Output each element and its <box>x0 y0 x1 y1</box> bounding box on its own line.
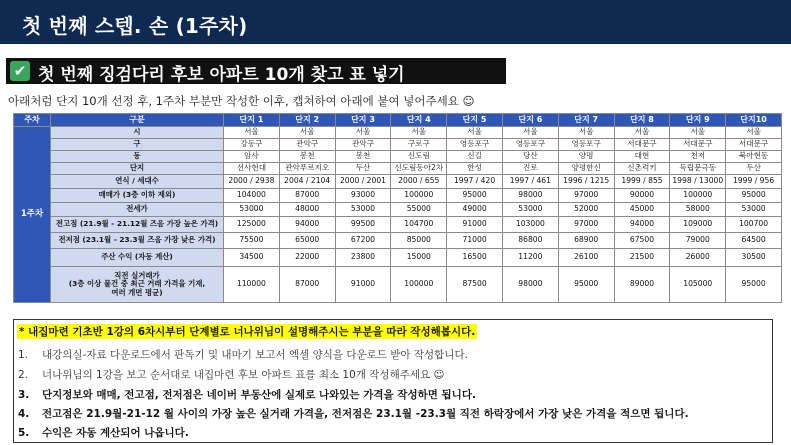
table-row <box>14 267 782 303</box>
table-cell: 95000 <box>558 267 614 303</box>
table-header-row <box>14 114 782 127</box>
table-cell: 26000 <box>670 249 726 267</box>
row-label: 직전 실거래가 (3층 이상 물건 중 최근 거래 가격을 기재, 여러 개면 평균) <box>51 267 224 303</box>
table-cell: 봉천 <box>279 151 335 163</box>
table-cell: 서울 <box>279 127 335 139</box>
table-cell: 58000 <box>670 203 726 217</box>
table-cell: 91000 <box>447 217 503 233</box>
table-cell: 53000 <box>335 203 391 217</box>
instructions-box <box>13 319 773 443</box>
table-cell: 104700 <box>391 217 447 233</box>
table-cell: 125000 <box>224 217 280 233</box>
table-cell: 진로 <box>502 163 558 175</box>
table-row <box>14 127 782 139</box>
table-cell: 87500 <box>447 267 503 303</box>
intro-text: 아래처럼 단지 10개 선정 후, 1주차 부분만 작성한 이후, 캡쳐하여 아래에 붙여 넣어주세요 ☺ <box>8 94 475 108</box>
table-cell: 서울 <box>224 127 280 139</box>
table-cell: 65000 <box>279 233 335 249</box>
table-cell: 100700 <box>726 217 782 233</box>
table-cell: 강동구 <box>224 139 280 151</box>
table-cell: 15000 <box>391 249 447 267</box>
table-cell: 85000 <box>391 233 447 249</box>
table-cell: 선사현대 <box>224 163 280 175</box>
table-cell: 67200 <box>335 233 391 249</box>
table-cell: 북아현동 <box>726 151 782 163</box>
table-cell: 30500 <box>726 249 782 267</box>
row-label: 단지 <box>51 163 224 175</box>
table-cell: 1996 / 1215 <box>558 175 614 189</box>
table-cell: 68900 <box>558 233 614 249</box>
table-cell: 89000 <box>614 267 670 303</box>
table-cell: 104000 <box>224 189 280 203</box>
note-item: 1. 내강의실-자료 다운로드에서 판독기 및 내마기 보고서 엑셀 양식을 다운로드 받아 작성합니다. <box>18 349 468 361</box>
table-cell: 1999 / 956 <box>726 175 782 189</box>
apartment-table <box>13 113 782 303</box>
header-complex-1: 단지 1 <box>224 114 280 127</box>
table-cell: 16500 <box>447 249 503 267</box>
table-cell: 45000 <box>614 203 670 217</box>
header-week: 주차 <box>14 114 51 127</box>
table-cell: 64500 <box>726 233 782 249</box>
table-cell: 천저 <box>670 151 726 163</box>
table-cell: 100000 <box>670 189 726 203</box>
table-cell: 87000 <box>279 189 335 203</box>
table-cell: 신촌럭키 <box>614 163 670 175</box>
table-cell: 105000 <box>670 267 726 303</box>
page-title: 첫 번째 스텝. 손 (1주차) <box>22 14 248 38</box>
table-cell: 서울 <box>335 127 391 139</box>
note-item: 4. 전고점은 21.9월-21-12 월 사이의 가장 높은 실거래 가격을, 전저점은 23.1월 -23.3월 직전 하락장에서 가장 낮은 가격을 적으면 됩니다. <box>18 408 689 420</box>
table-cell: 67500 <box>614 233 670 249</box>
highlight-note: * 내집마련 기초반 1강의 6차시부터 단계별로 너나위님이 설명해주시는 부분을 따라 작성해봅시다. <box>19 326 476 338</box>
row-label: 전고점 (21.9월 - 21.12월 즈음 가장 높은 가격) <box>51 217 224 233</box>
table-cell: 1997 / 420 <box>447 175 503 189</box>
section-title-bar <box>6 58 506 84</box>
header-complex-6: 단지 6 <box>502 114 558 127</box>
table-cell: 1997 / 461 <box>502 175 558 189</box>
table-cell: 두산 <box>726 163 782 175</box>
table-row <box>14 249 782 267</box>
table-cell: 양평 <box>558 151 614 163</box>
table-cell: 95000 <box>447 189 503 203</box>
table-cell: 95000 <box>726 189 782 203</box>
table-cell: 영등포구 <box>447 139 503 151</box>
table-cell: 서울 <box>670 127 726 139</box>
table-cell: 53000 <box>502 203 558 217</box>
row-label: 전세가 <box>51 203 224 217</box>
header-bar <box>0 0 791 44</box>
table-cell: 99500 <box>335 217 391 233</box>
table-cell: 대현 <box>614 151 670 163</box>
table-cell: 2000 / 2001 <box>335 175 391 189</box>
table-row <box>14 233 782 249</box>
table-cell: 91000 <box>335 267 391 303</box>
table-cell: 영등포구 <box>502 139 558 151</box>
header-complex-5: 단지 5 <box>447 114 503 127</box>
note-item: 5. 수익은 자동 계산되어 나옵니다. <box>18 427 189 439</box>
table-row <box>14 151 782 163</box>
table-cell: 관악푸르지오 <box>279 163 335 175</box>
table-cell: 봉천 <box>335 151 391 163</box>
table-cell: 서울 <box>558 127 614 139</box>
table-cell: 서울 <box>726 127 782 139</box>
table-cell: 94000 <box>279 217 335 233</box>
header-complex-8: 단지 8 <box>614 114 670 127</box>
table-row <box>14 175 782 189</box>
table-cell: 23800 <box>335 249 391 267</box>
table-cell: 97000 <box>558 189 614 203</box>
table-cell: 서대문구 <box>614 139 670 151</box>
table-cell: 양평한신 <box>558 163 614 175</box>
table-cell: 암사 <box>224 151 280 163</box>
table-cell: 관악구 <box>335 139 391 151</box>
table-row <box>14 217 782 233</box>
header-category: 구분 <box>51 114 224 127</box>
table-cell: 당산 <box>502 151 558 163</box>
table-cell: 영등포구 <box>558 139 614 151</box>
table-cell: 94000 <box>614 217 670 233</box>
table-cell: 2004 / 2104 <box>279 175 335 189</box>
table-cell: 독립문극동 <box>670 163 726 175</box>
table-cell: 신길 <box>447 151 503 163</box>
table-cell: 2000 / 655 <box>391 175 447 189</box>
header-complex-10: 단지10 <box>726 114 782 127</box>
table-cell: 서울 <box>447 127 503 139</box>
row-label: 동 <box>51 151 224 163</box>
table-cell: 관악구 <box>279 139 335 151</box>
row-label: 주산 수익 (자동 계산) <box>51 249 224 267</box>
table-cell: 1999 / 855 <box>614 175 670 189</box>
table-cell: 110000 <box>224 267 280 303</box>
table-cell: 22000 <box>279 249 335 267</box>
header-complex-9: 단지 9 <box>670 114 726 127</box>
table-cell: 90000 <box>614 189 670 203</box>
note-item: 3. 단지정보와 매매, 전고점, 전저점은 네이버 부동산에 실제로 나와있는 가격을 작성하면 됩니다. <box>18 389 476 401</box>
table-cell: 구로구 <box>391 139 447 151</box>
table-cell: 서대문구 <box>670 139 726 151</box>
header-complex-4: 단지 4 <box>391 114 447 127</box>
table-cell: 87000 <box>279 267 335 303</box>
table-row <box>14 139 782 151</box>
note-item: 2. 너나위님의 1강을 보고 순서대로 내집마련 후보 아파트 표를 최소 10개 작성해주세요 ☺ <box>18 369 445 381</box>
row-label: 전저점 (23.1월 - 23.3월 즈음 가장 낮은 가격) <box>51 233 224 249</box>
table-cell: 신도림 <box>391 151 447 163</box>
table-cell: 서울 <box>614 127 670 139</box>
table-row <box>14 189 782 203</box>
header-complex-7: 단지 7 <box>558 114 614 127</box>
table-cell: 95000 <box>726 267 782 303</box>
table-cell: 한성 <box>447 163 503 175</box>
table-cell: 1998 / 13000 <box>670 175 726 189</box>
table-cell: 48000 <box>279 203 335 217</box>
table-cell: 100000 <box>391 267 447 303</box>
table-cell: 100000 <box>391 189 447 203</box>
table-row <box>14 203 782 217</box>
table-row <box>14 163 782 175</box>
table-cell: 109000 <box>670 217 726 233</box>
table-cell: 53000 <box>224 203 280 217</box>
table-cell: 98000 <box>502 267 558 303</box>
row-label: 매매가 (3층 이하 제외) <box>51 189 224 203</box>
table-cell: 103000 <box>502 217 558 233</box>
table-cell: 11200 <box>502 249 558 267</box>
table-cell: 신도림동아2차 <box>391 163 447 175</box>
table-cell: 55000 <box>391 203 447 217</box>
table-cell: 97000 <box>558 217 614 233</box>
row-label: 구 <box>51 139 224 151</box>
table-cell: 52000 <box>558 203 614 217</box>
check-mark-icon: ✔ <box>10 61 30 81</box>
table-cell: 두산 <box>335 163 391 175</box>
table-cell: 98000 <box>502 189 558 203</box>
table-cell: 75500 <box>224 233 280 249</box>
section-title: 첫 번째 징검다리 후보 아파트 10개 찾고 표 넣기 <box>38 65 405 85</box>
table-cell: 93000 <box>335 189 391 203</box>
row-label: 연식 / 세대수 <box>51 175 224 189</box>
table-cell: 서대문구 <box>726 139 782 151</box>
week-cell: 1주차 <box>14 127 51 303</box>
table-cell: 49000 <box>447 203 503 217</box>
table-cell: 26100 <box>558 249 614 267</box>
table-cell: 34500 <box>224 249 280 267</box>
table-cell: 86800 <box>502 233 558 249</box>
table-cell: 21500 <box>614 249 670 267</box>
header-complex-3: 단지 3 <box>335 114 391 127</box>
table-cell: 71000 <box>447 233 503 249</box>
table-cell: 서울 <box>502 127 558 139</box>
table-cell: 79000 <box>670 233 726 249</box>
table-cell: 서울 <box>391 127 447 139</box>
table-cell: 53000 <box>726 203 782 217</box>
header-complex-2: 단지 2 <box>279 114 335 127</box>
table-cell: 2000 / 2938 <box>224 175 280 189</box>
row-label: 시 <box>51 127 224 139</box>
